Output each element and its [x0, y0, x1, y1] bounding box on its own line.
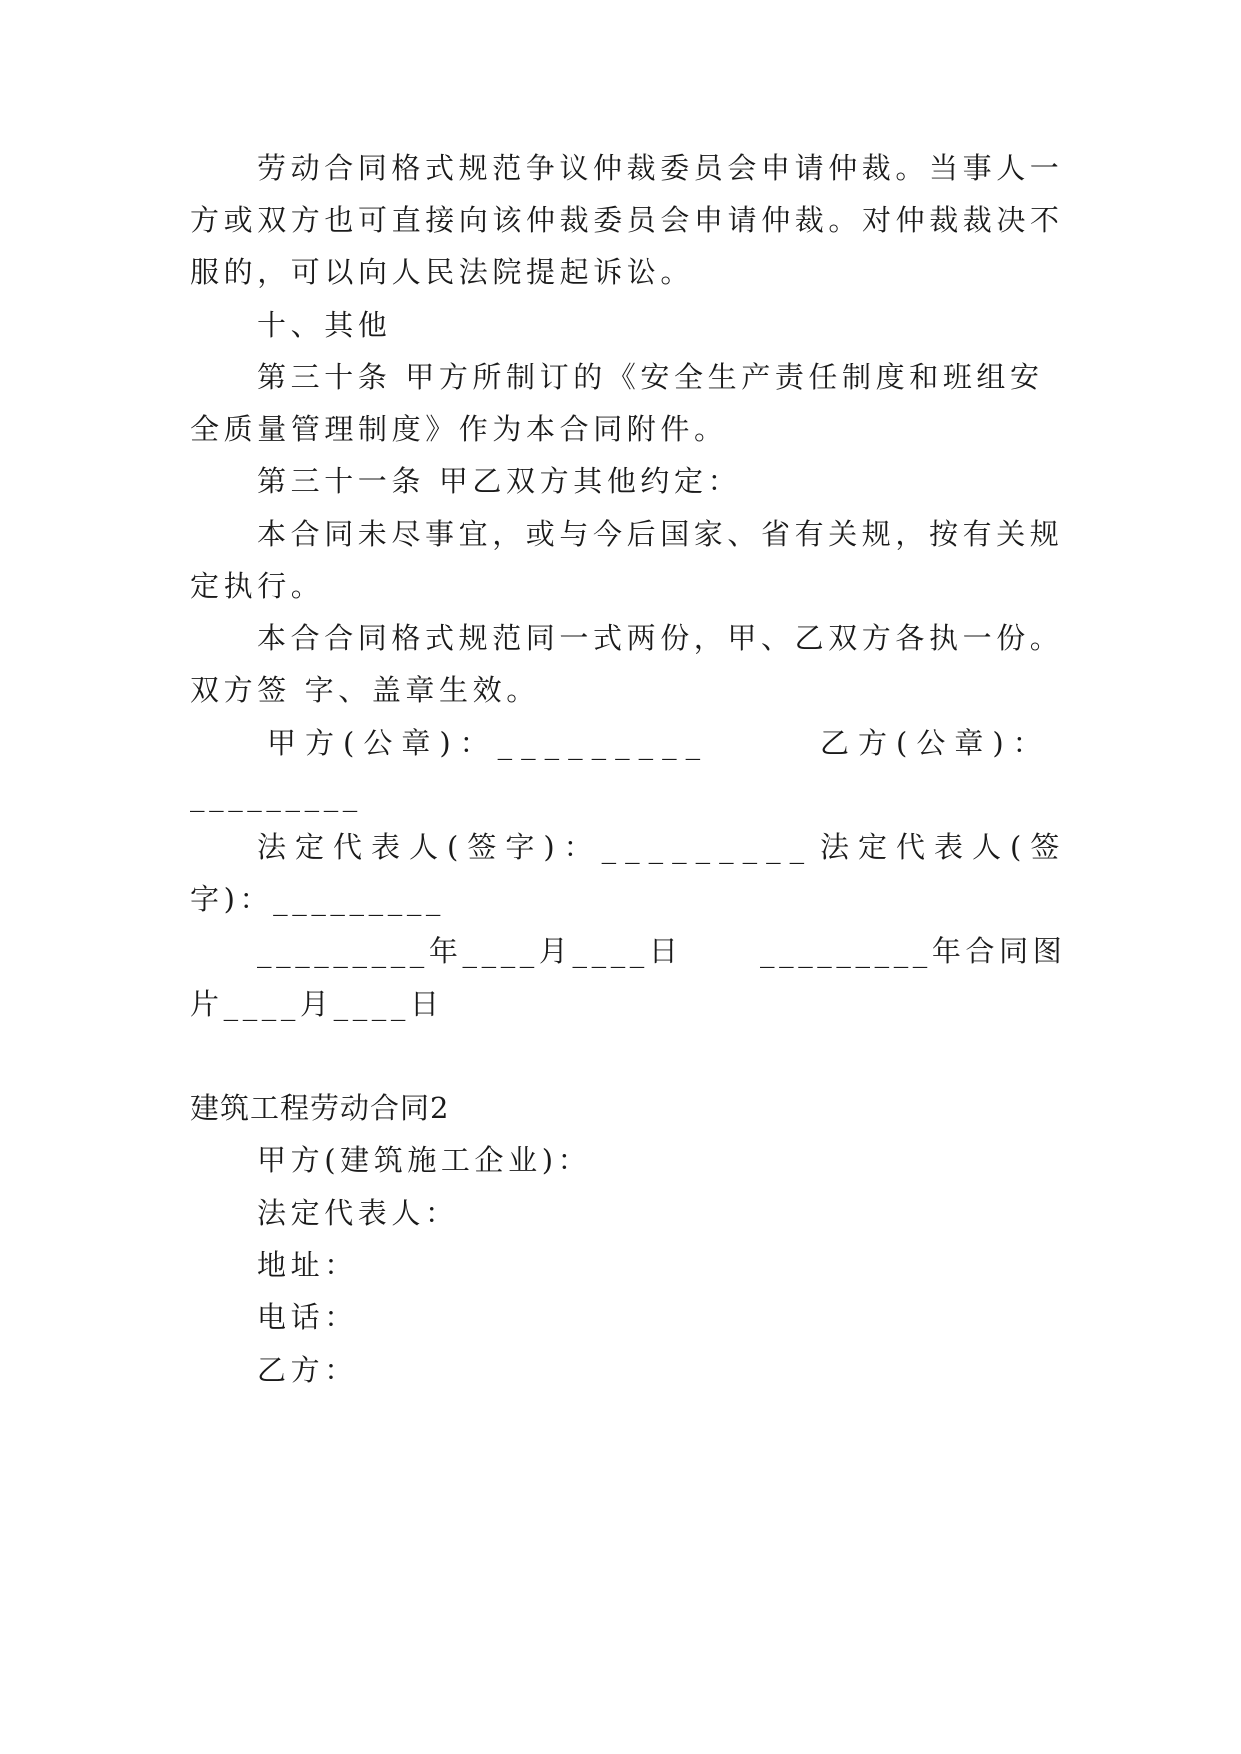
party-b-seal-blank: _________ [190, 778, 362, 812]
paragraph-line: 方或双方也可直接向该仲裁委员会申请仲裁。对仲裁裁决不 [190, 203, 1064, 237]
address-label: 地址： [257, 1248, 358, 1282]
paragraph-line: 本合合同格式规范同一式两份，甲、乙双方各执一份。 [257, 621, 1064, 655]
paragraph-line: 全质量管理制度》作为本合同附件。 [190, 412, 728, 446]
party-b-seal: 乙方(公章)： [820, 726, 1051, 760]
legal-rep-b-cont: 字)：_________ [190, 882, 446, 916]
document-title: 建筑工程劳动合同2 [190, 1091, 450, 1125]
date-b-cont: 片____月____日 [190, 987, 444, 1021]
paragraph-line: 劳动合同格式规范争议仲裁委员会申请仲裁。当事人一 [257, 151, 1064, 185]
paragraph-line: 服的，可以向人民法院提起诉讼。 [190, 255, 695, 289]
paragraph-line: 本合同未尽事宜，或与今后国家、省有关规，按有关规 [257, 517, 1064, 551]
phone-label: 电话： [257, 1300, 358, 1334]
legal-rep-a: 法定代表人(签字)：_________ [257, 830, 814, 864]
date-a: _________年____月____日 [257, 934, 683, 968]
party-b-label: 乙方： [257, 1353, 358, 1387]
legal-rep-label: 法定代表人： [257, 1196, 459, 1230]
party-a-seal: 甲方(公章)：_________ [267, 726, 710, 760]
legal-rep-b: 法定代表人(签 [820, 830, 1069, 864]
paragraph-line: 定执行。 [190, 569, 325, 603]
date-b: _________年合同图 [760, 934, 1067, 968]
party-a-label: 甲方(建筑施工企业)： [257, 1143, 592, 1177]
paragraph-line: 第三十一条 甲乙双方其他约定： [257, 464, 742, 498]
paragraph-line: 第三十条 甲方所制订的《安全生产责任制度和班组安 [257, 360, 1044, 394]
section-heading: 十、其他 [257, 308, 392, 342]
paragraph-line: 双方签 字、盖章生效。 [190, 673, 540, 707]
